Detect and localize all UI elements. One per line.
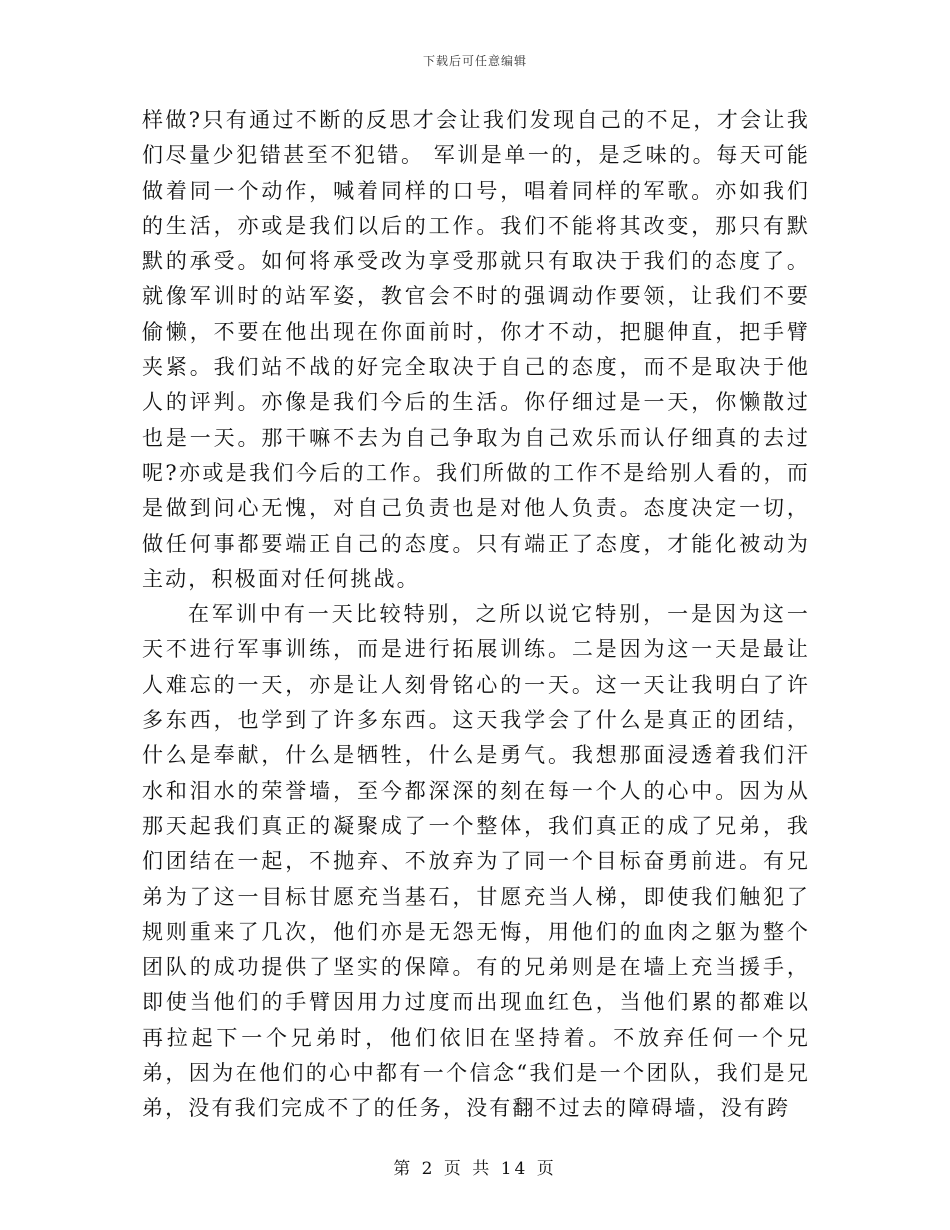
page-number-footer: 第 2 页 共 14 页 (393, 1159, 557, 1179)
page-header: 下载后可任意编辑 (422, 54, 527, 68)
paragraph-continued: 样做?只有通过不断的反思才会让我们发现自己的不足，才会让我们尽量少犯错甚至不犯错。 军训是单一的，是乏味的。每天可能做着同一个动作，喊着同样的口号，唱着同样的军歌。亦如我们的生活，亦或是我们以后的工作。我们不能将其改变，那只有默默的承受。如何将承受改为享受那就只有取决于我们的态度了。就像军训时的站军姿，教官会不时的强调动作要领，让我们不要偷懒，不要在他出现在你面前时，你才不动，把腿伸直，把手臂夹紧。我们站不战的好完全取决于自己的态度，而不是取决于他人的评判。亦像是我们今后的生活。你仔细过是一天，你懒散过也是一天。那干嘛不去为自己争取为自己欢乐而认仔细真的去过呢?亦或是我们今后的工作。我们所做的工作不是给别人看的，而是做到问心无愧，对自己负责也是对他人负责。态度决定一切，做任何事都要端正自己的态度。只有端正了态度，才能化被动为主动，积极面对任何挑战。 (142, 108, 810, 591)
document-body (142, 103, 810, 1127)
paragraph-expansion-training: 在军训中有一天比较特别，之所以说它特别，一是因为这一天不进行军事训练，而是进行拓展训练。二是因为这一天是最让人难忘的一天，亦是让人刻骨铭心的一天。这一天让我明白了许多东西，也学到了许多东西。这天我学会了什么是真正的团结，什么是奉献，什么是牺牲，什么是勇气。我想那面浸透着我们汗水和泪水的荣誉墙，至今都深深的刻在每一个人的心中。因为从那天起我们真正的凝聚成了一个整体，我们真正的成了兄弟，我们团结在一起，不抛弃、不放弃为了同一个目标奋勇前进。有兄弟为了这一目标甘愿充当基石，甘愿充当人梯，即使我们触犯了规则重来了几次，他们亦是无怨无悔，用他们的血肉之躯为整个团队的成功提供了坚实的保障。有的兄弟则是在墙上充当援手，即使当他们的手臂因用力过度而出现血红色，当他们累的都难以再拉起下一个兄弟时，他们依旧在坚持着。不放弃任何一个兄弟，因为在他们的心中都有一个信念“我们是一个团队，我们是兄弟，没有我们完成不了的任务，没有翻不过去的障碍墙，没有跨 (142, 602, 810, 1121)
